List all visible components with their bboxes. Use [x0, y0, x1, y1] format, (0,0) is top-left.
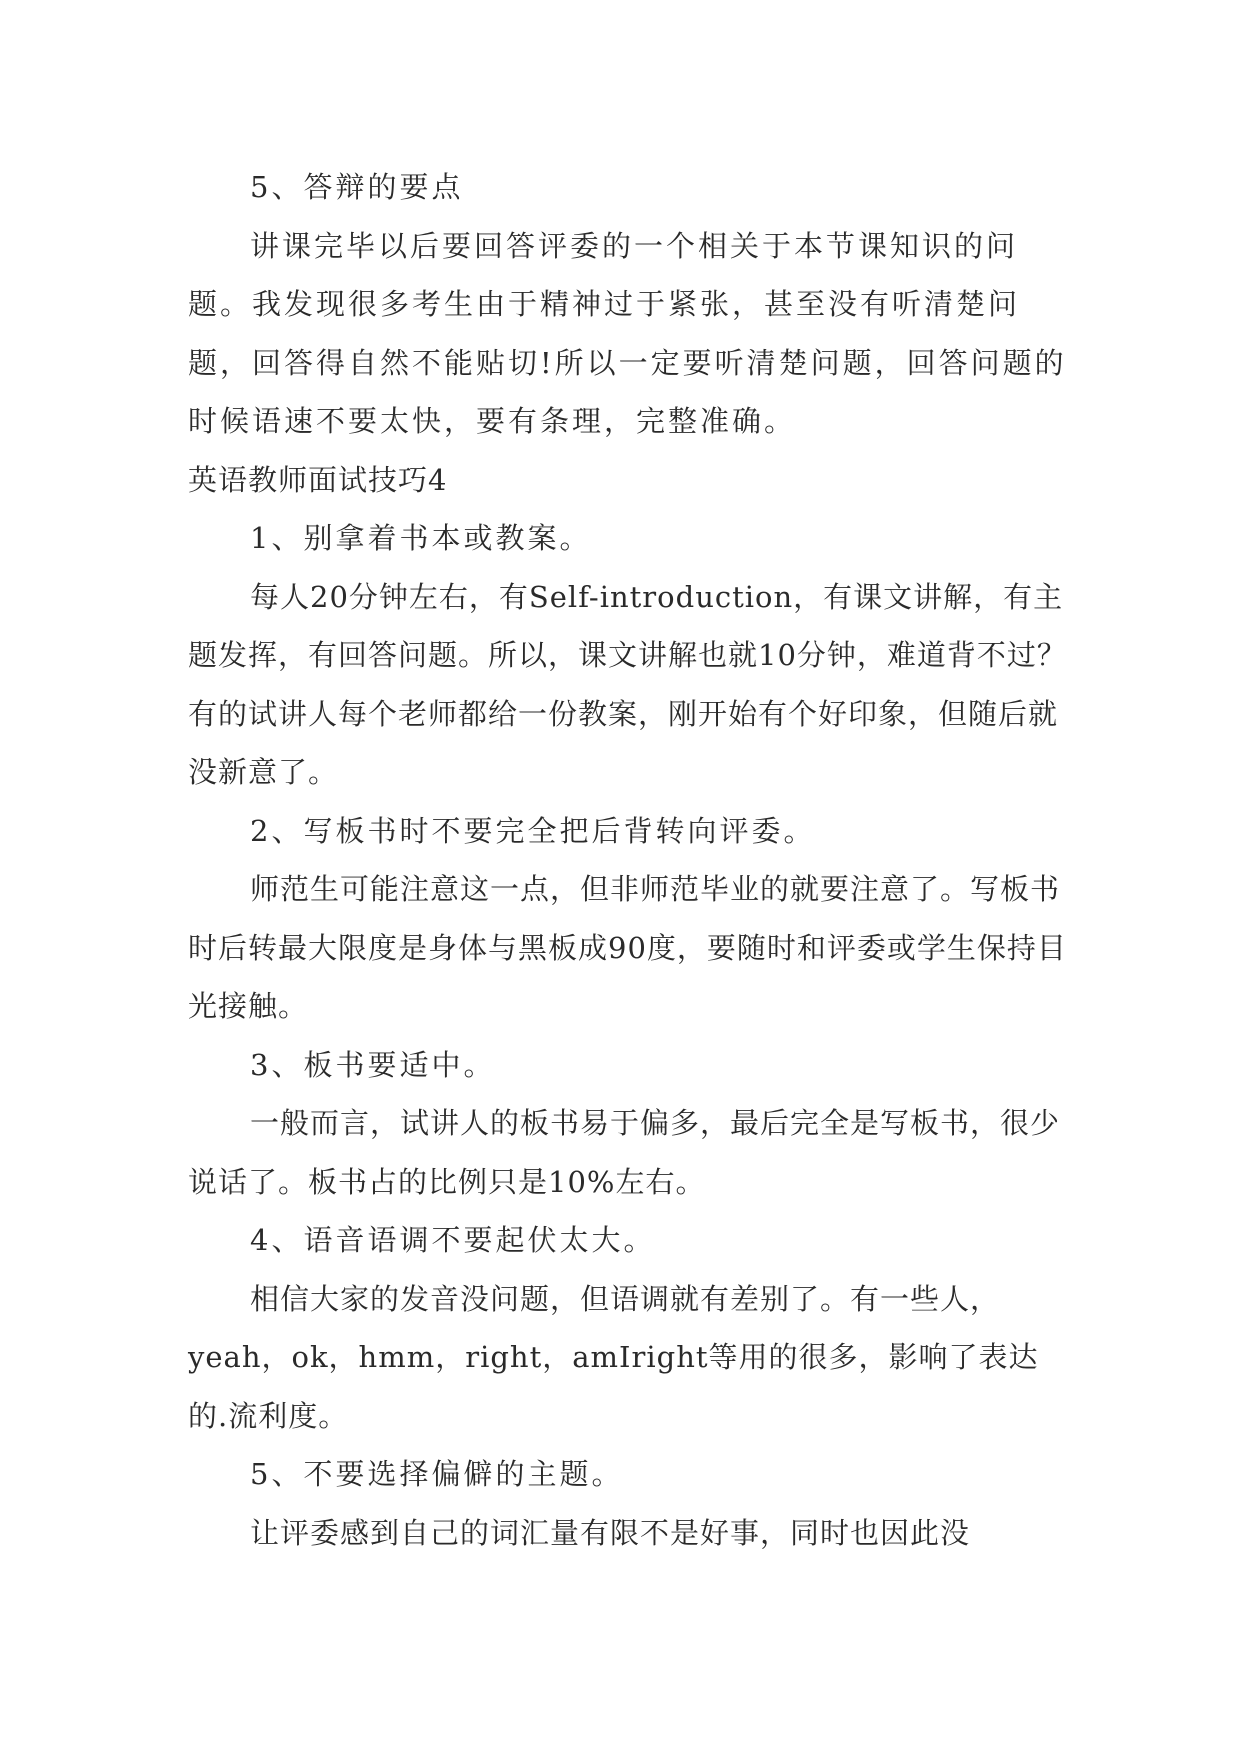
- section-subhead: 1、别拿着书本或教案。: [250, 521, 592, 555]
- body-paragraph: 相信大家的发音没问题，但语调就有差别了。有一些人，yeah，ok，hmm，right，amIright等用的很多，影响了表达的.流利度。: [188, 1281, 1039, 1433]
- body-paragraph: 讲课完毕以后要回答评委的一个相关于本节课知识的问题。我发现很多考生由于精神过于紧张，甚至没有听清楚问题，回答得自然不能贴切!所以一定要听清楚问题，回答问题的时候语速不要太快，要有条理，完整准确。: [188, 228, 1067, 438]
- body-paragraph: 师范生可能注意这一点，但非师范毕业的就要注意了。写板书时后转最大限度是身体与黑板成90度，要随时和评委或学生保持目光接触。: [188, 872, 1067, 1023]
- document-body: [188, 158, 1068, 1562]
- section-subhead: 5、答辩的要点: [250, 170, 464, 204]
- body-paragraph: 一般而言，试讲人的板书易于偏多，最后完全是写板书，很少说话了。板书占的比例只是10%左右。: [188, 1106, 1061, 1199]
- section-subhead: 5、不要选择偏僻的主题。: [250, 1457, 624, 1491]
- body-paragraph: 让评委感到自己的词汇量有限不是好事，同时也因此没: [250, 1515, 971, 1550]
- body-paragraph: 每人20分钟左右，有Self-introduction，有课文讲解，有主题发挥，有回答问题。所以，课文讲解也就10分钟，难道背不过？有的试讲人每个老师都给一份教案，刚开始有个好印象，但随后就没新意了。: [188, 579, 1067, 789]
- section-subhead: 3、板书要适中。: [250, 1047, 496, 1082]
- section-subhead: 4、语音语调不要起伏太大。: [250, 1223, 656, 1257]
- section-heading: 英语教师面试技巧4: [188, 462, 448, 497]
- section-subhead: 2、写板书时不要完全把后背转向评委。: [250, 813, 816, 848]
